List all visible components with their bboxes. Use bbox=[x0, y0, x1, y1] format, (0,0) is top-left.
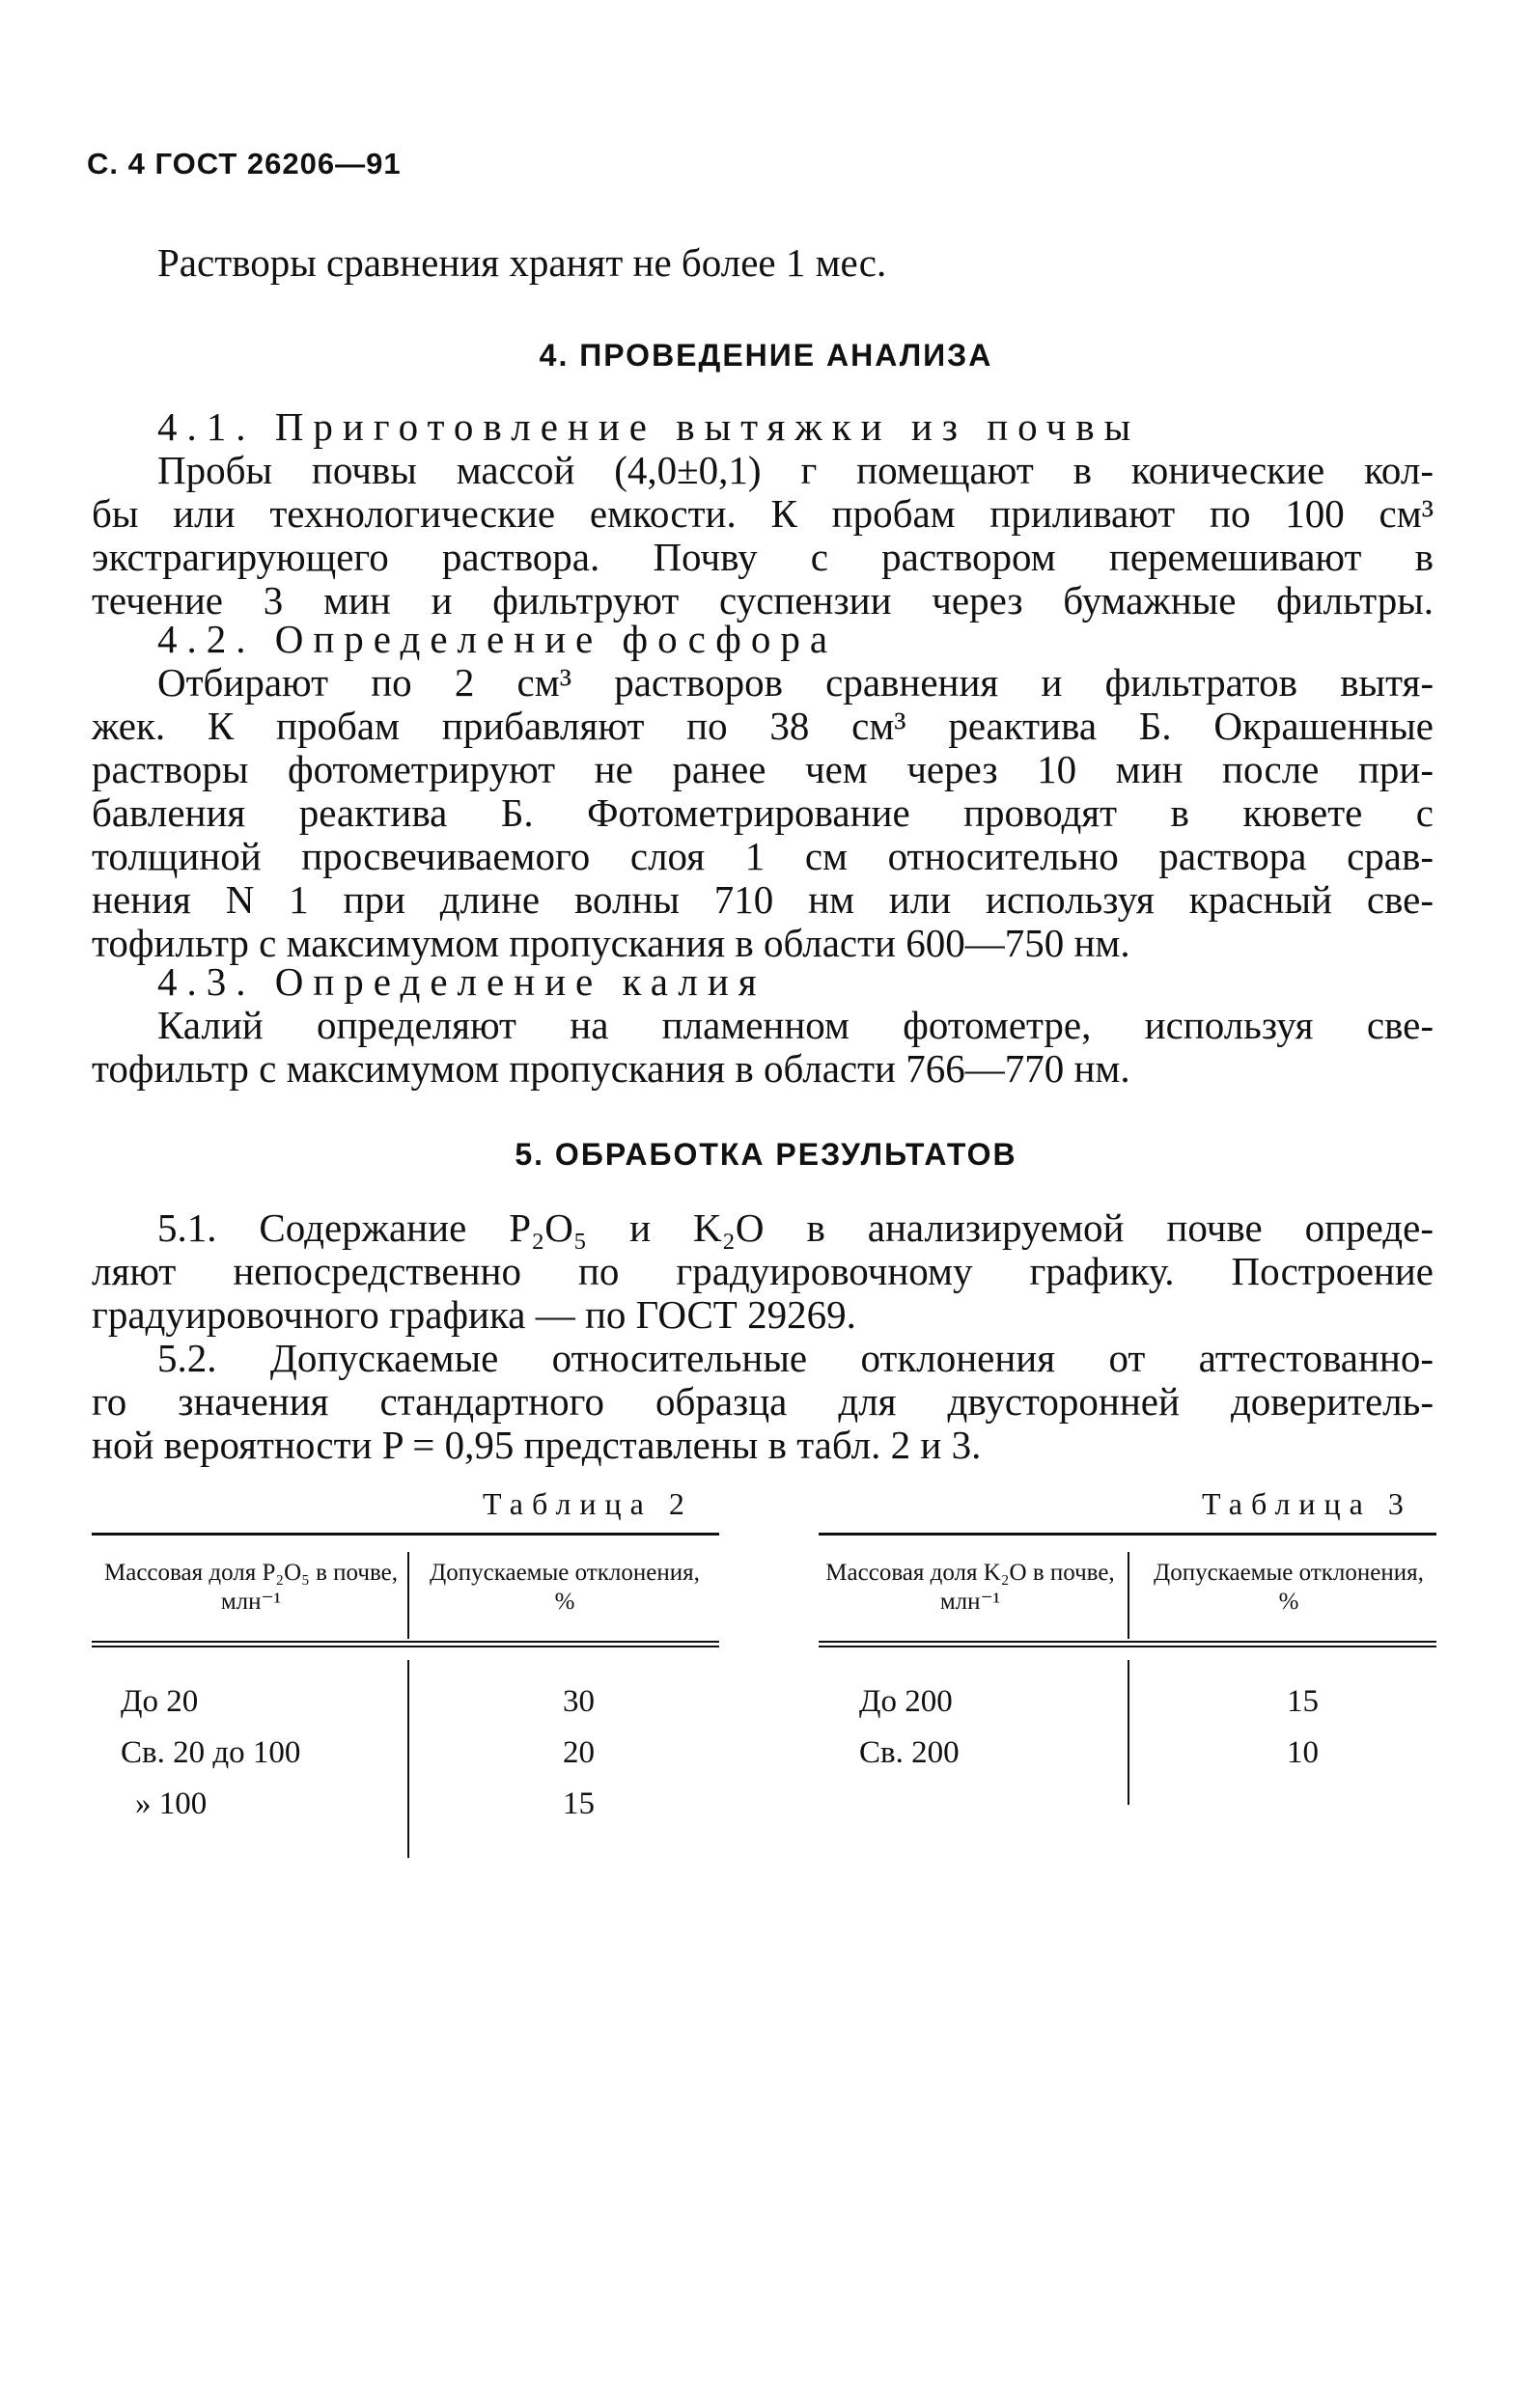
table-3-row-value: 15 bbox=[1287, 1684, 1319, 1719]
p42-line: нения N 1 при длине волны 710 нм или используя красный све- bbox=[92, 877, 1434, 922]
p43-line: Калий определяют на пламенном фотометре, используя све- bbox=[157, 1003, 1434, 1047]
table-3-col1-header: Массовая доля K₂O в почве, млн⁻¹ bbox=[825, 1560, 1115, 1615]
p43-line: тофильтр с максимумом пропускания в области 766—770 нм. bbox=[92, 1046, 1130, 1091]
table-2-col2-header: Допускаемые отклонения, % bbox=[430, 1560, 700, 1615]
p52-line: 5.2. Допускаемые относительные отклонения от аттестованно- bbox=[157, 1336, 1434, 1380]
table-3-row-value: 10 bbox=[1287, 1735, 1319, 1770]
p41-line: Пробы почвы массой (4,0±0,1) г помещают в конические кол- bbox=[157, 448, 1434, 492]
p51-line: градуировочного графика — по ГОСТ 29269. bbox=[92, 1292, 856, 1337]
page-header: С. 4 ГОСТ 26206—91 bbox=[87, 147, 402, 180]
p42-line: тофильтр с максимумом пропускания в области 600—750 нм. bbox=[92, 921, 1130, 965]
p52-line: го значения стандартного образца для двусторонней доверитель- bbox=[92, 1379, 1434, 1424]
table-3-divider bbox=[1128, 1552, 1129, 1639]
table-3-col2-header: Допускаемые отклонения, % bbox=[1154, 1560, 1424, 1615]
intro-text: Растворы сравнения хранят не более 1 мес. bbox=[157, 240, 887, 285]
section-4-title: 4. ПРОВЕДЕНИЕ АНАЛИЗА bbox=[539, 338, 993, 373]
p42-line: жек. К пробам прибавляют по 38 см³ реактива Б. Окрашенные bbox=[92, 704, 1434, 748]
table-3-header-rule bbox=[819, 1641, 1436, 1647]
p41-line: бы или технологические емкости. К пробам приливают по 100 см³ bbox=[92, 491, 1434, 536]
section-5-title: 5. ОБРАБОТКА РЕЗУЛЬТАТОВ bbox=[515, 1137, 1017, 1172]
p42-line: толщиной просвечиваемого слоя 1 см относительно раствора срав- bbox=[92, 834, 1434, 878]
table-2-row-value: 20 bbox=[563, 1735, 595, 1770]
p42-line: Отбирают по 2 см³ растворов сравнения и фильтратов вытя- bbox=[157, 660, 1434, 705]
table-3-top-rule bbox=[819, 1533, 1436, 1536]
table-2-row-range: Св. 20 до 100 bbox=[121, 1735, 301, 1770]
subsection-4-2-title: 4.2. Определение фосфора bbox=[157, 617, 838, 661]
table-2-caption: Таблица 2 bbox=[483, 1486, 693, 1521]
table-2-divider bbox=[407, 1660, 409, 1858]
p52-line: ной вероятности P = 0,95 представлены в табл. 2 и 3. bbox=[92, 1423, 982, 1467]
table-2-row-value: 30 bbox=[563, 1684, 595, 1719]
table-3-row-range: До 200 bbox=[859, 1684, 953, 1719]
table-2-row-value: 15 bbox=[563, 1786, 595, 1821]
subsection-4-3-title: 4.3. Определение калия bbox=[157, 959, 766, 1004]
table-2-top-rule bbox=[92, 1533, 719, 1536]
table-3-divider bbox=[1128, 1660, 1129, 1805]
subsection-4-1-title: 4.1. Приготовление вытяжки из почвы bbox=[157, 404, 1141, 449]
table-2-row-range: До 20 bbox=[121, 1684, 199, 1719]
table-2-col1-header: Массовая доля P₂O₅ в почве, млн⁻¹ bbox=[104, 1560, 398, 1615]
table-2-row-range: » 100 bbox=[135, 1786, 208, 1821]
table-3-row-range: Св. 200 bbox=[859, 1735, 960, 1770]
p41-line: течение 3 мин и фильтруют суспензии через бумажные фильтры. bbox=[92, 578, 1434, 623]
p51-line: ляют непосредственно по градуировочному графику. Построение bbox=[92, 1249, 1434, 1293]
table-3-caption: Таблица 3 bbox=[1202, 1486, 1412, 1521]
p42-line: бавления реактива Б. Фотометрирование проводят в кювете с bbox=[92, 790, 1434, 835]
table-2-divider bbox=[407, 1552, 409, 1639]
table-2-header-rule bbox=[92, 1641, 719, 1647]
p42-line: растворы фотометрируют не ранее чем через 10 мин после при- bbox=[92, 747, 1434, 791]
p51-line: 5.1. Содержание P₂O₅ и K₂O в анализируемой почве опреде- bbox=[157, 1205, 1434, 1250]
p41-line: экстрагирующего раствора. Почву с раствором перемешивают в bbox=[92, 535, 1434, 579]
